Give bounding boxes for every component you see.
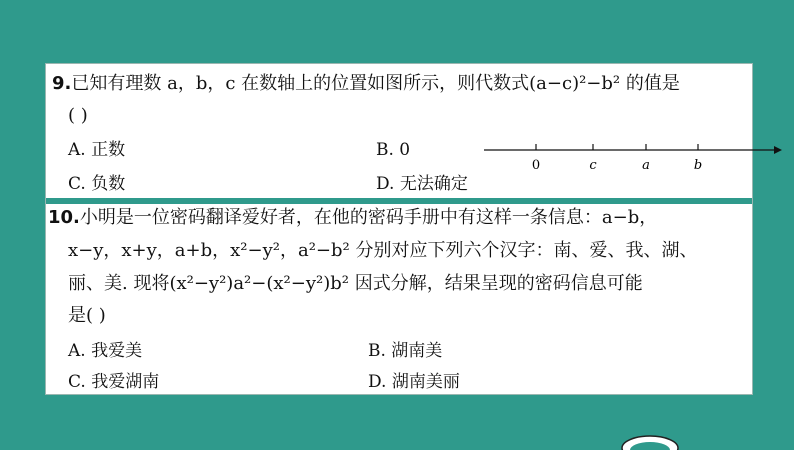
q9-option-d[interactable]: D. 无法确定 (376, 174, 468, 194)
q10-text-line1: 小明是一位密码翻译爱好者，在他的密码手册中有这样一条信息：a−b， (79, 207, 658, 228)
label-0: 0 (531, 158, 541, 173)
number-line-arrow (774, 146, 782, 154)
label-c: c (589, 158, 597, 173)
q10-stem-line3: 丽、美. 现将(x²−y²)a²−(x²−y²)b² 因式分解，结果呈现的密码信息可能 (68, 273, 643, 294)
q9-option-b[interactable]: B. 0 (376, 140, 411, 160)
q10-stem-line1 (48, 206, 657, 230)
q10-option-b[interactable]: B. 湖南美 (368, 341, 443, 361)
q10-option-c[interactable]: C. 我爱湖南 (68, 372, 160, 392)
q10-stem-line4: 是( ) (68, 305, 106, 326)
question-divider (46, 198, 752, 204)
label-a: a (642, 158, 650, 173)
q9-option-a[interactable]: A. 正数 (68, 140, 126, 160)
q9-text: 已知有理数 a，b，c 在数轴上的位置如图所示，则代数式(a−c)²−b² 的值是 (71, 73, 680, 94)
q10-option-d[interactable]: D. 湖南美丽 (368, 372, 460, 392)
q10-option-a[interactable]: A. 我爱美 (68, 341, 143, 361)
q9-option-c[interactable]: C. 负数 (68, 174, 126, 194)
label-b: b (693, 158, 703, 173)
question-card (45, 63, 753, 395)
q9-number: 9. (52, 73, 72, 94)
q9-stem-line2: ( ) (68, 105, 88, 126)
number-line-diagram (484, 140, 784, 184)
q10-number: 10. (48, 207, 80, 228)
q10-stem-line2: x−y，x+y，a+b，x²−y²，a²−b² 分别对应下列六个汉字：南、爱、我、湖、 (68, 240, 698, 261)
q9-stem-line1 (52, 72, 680, 96)
